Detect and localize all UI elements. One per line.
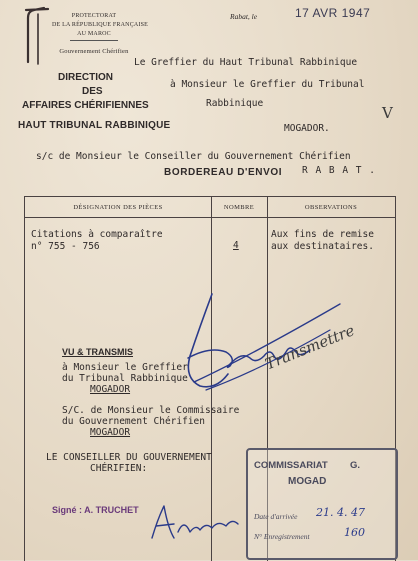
transmis-line-3: MOGADOR [90, 384, 131, 395]
protectorat-line-1: PROTECTORAT [71, 13, 117, 19]
stamp-arrival-date: 21. 4. 47 [316, 506, 365, 519]
transmis-line-4: S/C. de Monsieur le Commissaire [62, 405, 240, 416]
direction-line-1: DIRECTION [58, 72, 113, 83]
header-designation: DÉSIGNATION DES PIÈCES [73, 204, 163, 211]
transmis-line-6: MOGADOR [90, 427, 131, 438]
stamp-line-2: MOGAD [288, 476, 327, 487]
transmis-line-8: CHÉRIFIEN: [90, 463, 148, 474]
letterhead-divider [70, 40, 118, 41]
designation-line-2: n° 755 - 756 [31, 241, 100, 252]
transmis-line-1: à Monsieur le Greffier [62, 362, 188, 373]
sender-line-2: à Monsieur le Greffier du Tribunal [170, 79, 365, 90]
gouvernement-label: Gouvernement Chérifien [59, 48, 129, 55]
stamp-registration-number: 160 [344, 526, 365, 539]
sender-line-3: Rabbinique [206, 98, 264, 109]
transmis-line-5: du Gouvernement Chérifien [62, 416, 205, 427]
signed-by: Signé : A. TRUCHET [52, 505, 139, 515]
observations-line-2: aux destinataires. [271, 241, 374, 252]
via-city: R A B A T . [302, 165, 376, 176]
direction-line-3: AFFAIRES CHÉRIFIENNES [22, 100, 149, 111]
observations-line-1: Aux fins de remise [271, 229, 374, 240]
protectorat-line-2: DE LA RÉPUBLIQUE FRANÇAISE [52, 22, 149, 28]
stamp-line-1-suffix: G. [350, 460, 361, 471]
protectorat-line-3: AU MAROC [77, 31, 111, 37]
stamp-arrival-label: Date d'arrivée [254, 512, 298, 521]
truchet-signature [144, 498, 244, 548]
margin-check-mark: V [382, 104, 393, 122]
header-nombre: NOMBRE [223, 204, 255, 211]
recipient-city: MOGADOR. [284, 123, 330, 134]
transmis-line-7: LE CONSEILLER DU GOUVERNEMENT [46, 452, 212, 463]
table-header-rule [25, 217, 395, 218]
stamp-line-1: COMMISSARIAT [254, 460, 328, 471]
transmis-heading: VU & TRANSMIS [62, 347, 134, 357]
date-stamp: 17 AVR 1947 [295, 6, 371, 20]
designation-line-1: Citations à comparaître [31, 229, 163, 240]
document-title: BORDEREAU D'ENVOI [164, 167, 283, 178]
tribunal-label: HAUT TRIBUNAL RABBINIQUE [18, 120, 171, 131]
place-label: Rabat, le [230, 12, 258, 21]
handwritten-note: Transmettre [262, 321, 358, 374]
direction-line-2: DES [82, 86, 103, 97]
transmis-line-2: du Tribunal Rabbinique [62, 373, 188, 384]
commissariat-stamp [246, 448, 398, 560]
nombre-value: 4 [233, 240, 239, 251]
header-observations: OBSERVATIONS [304, 204, 358, 211]
margin-bracket-mark [14, 4, 54, 68]
stamp-registration-label: N° Enregistrement [254, 532, 310, 541]
via-line: s/c de Monsieur le Conseiller du Gouvernement Chérifien [36, 151, 351, 162]
sender-line-1: Le Greffier du Haut Tribunal Rabbinique [134, 57, 358, 68]
